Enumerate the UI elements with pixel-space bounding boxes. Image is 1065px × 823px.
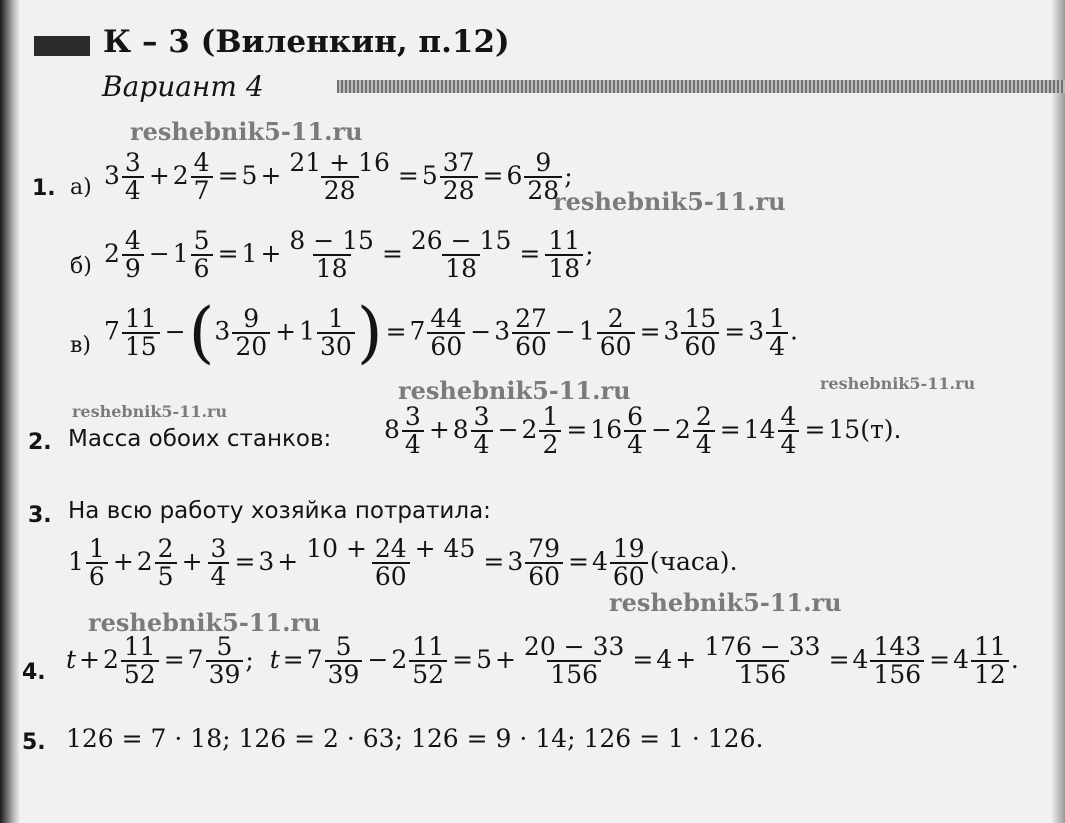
subitem-label: б) [70, 254, 92, 279]
problem-2-equation: 8 $\frac{3}{4}$ + 8 $\frac{3}{4}$ − 2 $\frac{1}{2}$ = 16 $\frac{6}{4}$ − 2 $\frac{2}{4}$ = 14 $\frac{4}{4}$ = 15(т). [384, 402, 902, 460]
problem-number: 4. [22, 660, 46, 685]
watermark: reshebnik5-11.ru [398, 376, 631, 405]
problem-1a-equation: 3 $\frac{3}{4}$ + 2 $\frac{4}{7}$ = 5 + $\frac{21 + 16}{28}$ = 5 $\frac{37}{28}$ = 6 $\frac{9}{28}$ ; [104, 148, 573, 206]
watermark: reshebnik5-11.ru [72, 402, 228, 421]
subitem-label: в) [70, 333, 91, 358]
watermark: reshebnik5-11.ru [609, 588, 842, 617]
problem-1v-equation: 7 $\frac{11}{15}$ −(3 $\frac{9}{20}$ + 1 $\frac{1}{30}$ ) = 7 $\frac{44}{60}$ − 3 $\frac{27}{60}$ − 1 $\frac{2}{60}$ = 3 $\frac{15}{60}$ = 3 $\frac{1}{4}$ . [104, 294, 798, 371]
problem-1b-equation: 2 $\frac{4}{9}$ − 1 $\frac{5}{6}$ = 1 + $\frac{8 - 15}{18}$ = $\frac{26 - 15}{18}$ = $\frac{11}{18}$ ; [104, 226, 594, 284]
title-marker [34, 36, 90, 56]
watermark: reshebnik5-11.ru [88, 608, 321, 637]
watermark: reshebnik5-11.ru [820, 374, 976, 393]
problem-number: 2. [28, 430, 52, 455]
unit-label: (т). [860, 414, 902, 444]
variant-rule [337, 80, 1065, 93]
problem-number: 5. [22, 730, 46, 755]
problem-number: 3. [28, 503, 52, 528]
scan-right-edge [1051, 0, 1065, 823]
problem-number: 1. [32, 176, 56, 201]
problem-2-text: Масса обоих станков: [68, 426, 332, 452]
variant-heading: Вариант 4 [102, 70, 264, 103]
watermark: reshebnik5-11.ru [553, 187, 786, 216]
problem-3-equation: 1 $\frac{1}{6}$ + 2 $\frac{2}{5}$ + $\frac{3}{4}$ = 3 + $\frac{10 + 24 + 45}{60}$ = 3 $\frac{79}{60}$ = 4 $\frac{19}{60}$ (часа). [68, 534, 738, 592]
subitem-label: а) [70, 175, 92, 200]
page-title: К – 3 (Виленкин, п.12) [103, 24, 510, 60]
problem-3-text: На всю работу хозяйка потратила: [68, 498, 491, 524]
problem-5-equation: 126 = 7 · 18; 126 = 2 · 63; 126 = 9 · 14; 126 = 1 · 126. [66, 724, 764, 753]
unit-label: (часа). [649, 546, 738, 576]
problem-4-equation: t + 2 $\frac{11}{52}$ = 7 $\frac{5}{39}$ ; t = 7 $\frac{5}{39}$ − 2 $\frac{11}{52}$ = 5 + $\frac{20 - 33}{156}$ = 4 + $\frac{176 - 33}{156}$ = 4 $\frac{143}{156}$ = 4 $\frac{11}{12}$ . [66, 632, 1019, 690]
scan-left-edge [0, 0, 20, 823]
watermark: reshebnik5-11.ru [130, 117, 363, 146]
